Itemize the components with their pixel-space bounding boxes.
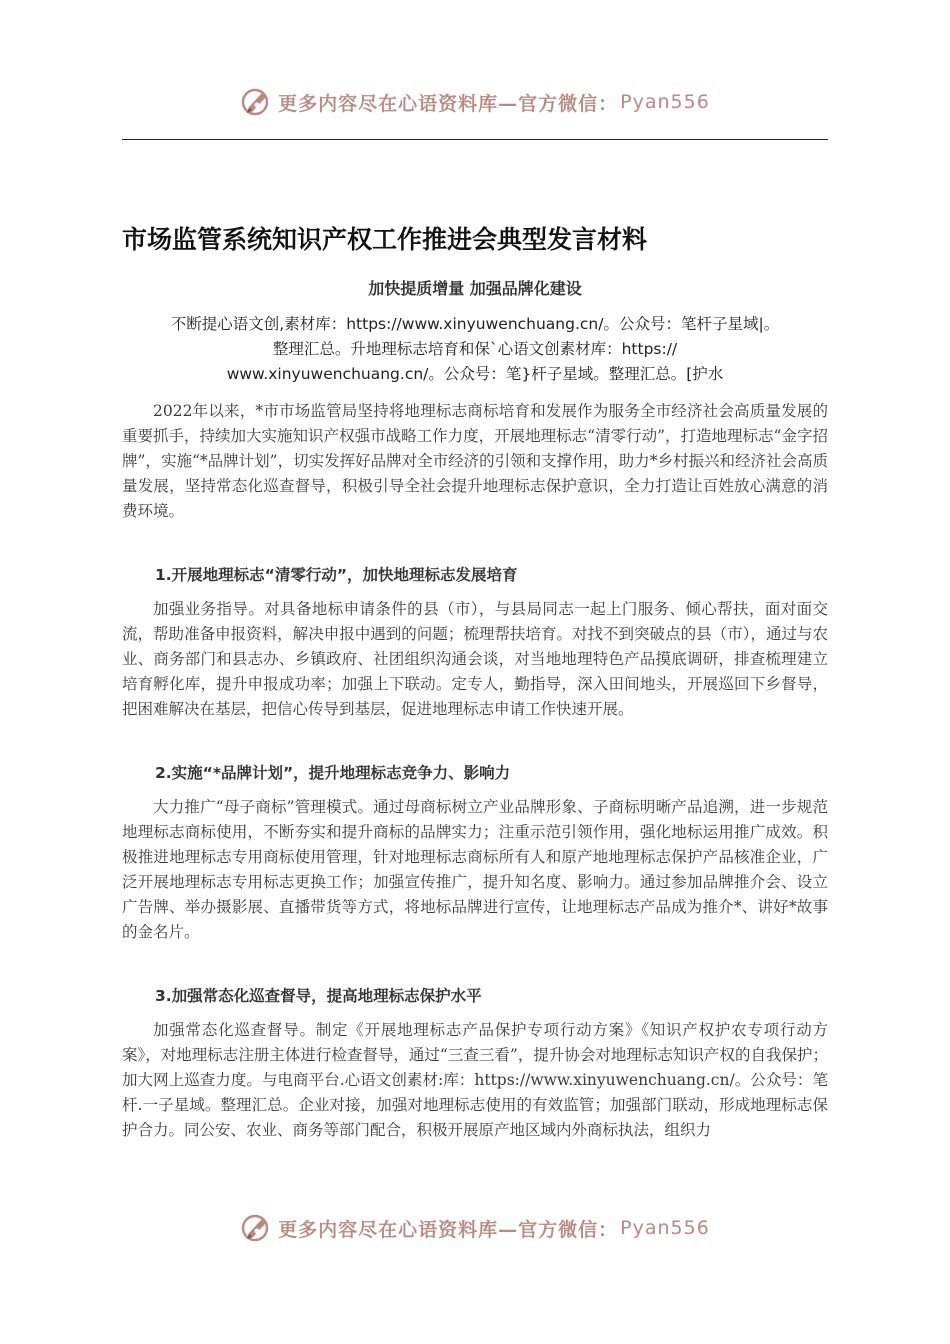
watermark-line: 整理汇总。升地理标志培育和保`心语文创素材库：https:// (272, 340, 678, 358)
header-divider (122, 139, 828, 140)
section-heading-3: 3.加强常态化巡查督导，提高地理标志保护水平 (155, 987, 482, 1005)
intro-paragraph: 2022年以来，*市市场监管局坚持将地理标志商标培育和发展作为服务全市经济社会高质量发展的重要抓手，持续加大实施知识产权强市战略工作力度，开展地理标志“清零行动”，打造地理标志“金字招牌”，实施“*品牌计划”，切实发挥好品牌对全市经济的引领和支撑作用，助力*乡村振兴和经济社会高质量发展，坚持常态化巡查督导，积极引导全社会提升地理标志保护意识，全力打造让百姓放心满意的消费环境。 (122, 402, 828, 520)
section-body-2: 大力推广“母子商标”管理模式。通过母商标树立产业品牌形象、子商标明晰产品追溯，进一步规范地理标志商标使用，不断夯实和提升商标的品牌实力；注重示范引领作用，强化地标运用推广成效。积极推进地理标志专用商标使用管理，针对地理标志商标所有人和原产地地理标志保护产品核准企业，广泛开展地理标志专用标志更换工作；加强宣传推广，提升知名度、影响力。通过参加品牌推介会、设立广告牌、举办摄影展、直播带货等方式，将地标品牌进行宣传，让地理标志产品成为推介*、讲好*故事的金名片。 (122, 798, 828, 941)
bottom-banner (0, 1208, 950, 1248)
section-heading-1: 1.开展地理标志“清零行动”，加快地理标志发展培育 (155, 566, 518, 584)
banner-text: 更多内容尽在心语资料库—官方微信： (278, 92, 619, 115)
document-title: 市场监管系统知识产权工作推进会典型发言材料 (122, 225, 648, 254)
section-heading-2: 2.实施“*品牌计划”，提升地理标志竞争力、影响力 (155, 764, 511, 782)
top-banner (0, 82, 950, 122)
pen-logo-icon (240, 85, 274, 119)
document-subtitle: 加快提质增量 加强品牌化建设 (368, 279, 582, 298)
banner-wechat-id: Pyan556 (620, 1217, 710, 1239)
banner-wechat-id: Pyan556 (620, 91, 710, 113)
pen-logo-icon (240, 1211, 274, 1245)
section-body-1: 加强业务指导。对具备地标申请条件的县（市），与县局同志一起上门服务、倾心帮扶，面对面交流，帮助准备申报资料，解决申报中遇到的问题；梳理帮扶培育。对找不到突破点的县（市），通过与农业、商务部门和县志办、乡镇政府、社团组织沟通会谈，对当地地理特色产品摸底调研，排查梳理建立培育孵化库，提升申报成功率；加强上下联动。定专人，勤指导，深入田间地头，开展巡回下乡督导，把困难解决在基层，把信心传导到基层，促进地理标志申请工作快速开展。 (122, 600, 828, 718)
watermark-line: www.xinyuwenchuang.cn/。公众号：笔}杆子星域。整理汇总。[护水 (226, 365, 724, 383)
banner-text: 更多内容尽在心语资料库—官方微信： (278, 1218, 619, 1241)
section-body-3: 加强常态化巡查督导。制定《开展地理标志产品保护专项行动方案》《知识产权护农专项行动方案》，对地理标志注册主体进行检查督导，通过“三查三看”，提升协会对地理标志知识产权的自我保护；加大网上巡查力度。与电商平台.心语文创素材:库：https://www.xinyuwenchuang.cn/。公众号：笔杆.一子星域。整理汇总。企业对接，加强对地理标志使用的有效监管；加强部门联动，形成地理标志保护合力。同公安、农业、商务等部门配合，积极开展原产地区域内外商标执法，组织力 (122, 1021, 828, 1139)
watermark-line: 不断提心语文创,素材库：https://www.xinyuwenchuang.cn/。公众号：笔杆子星域|。 (170, 315, 780, 333)
